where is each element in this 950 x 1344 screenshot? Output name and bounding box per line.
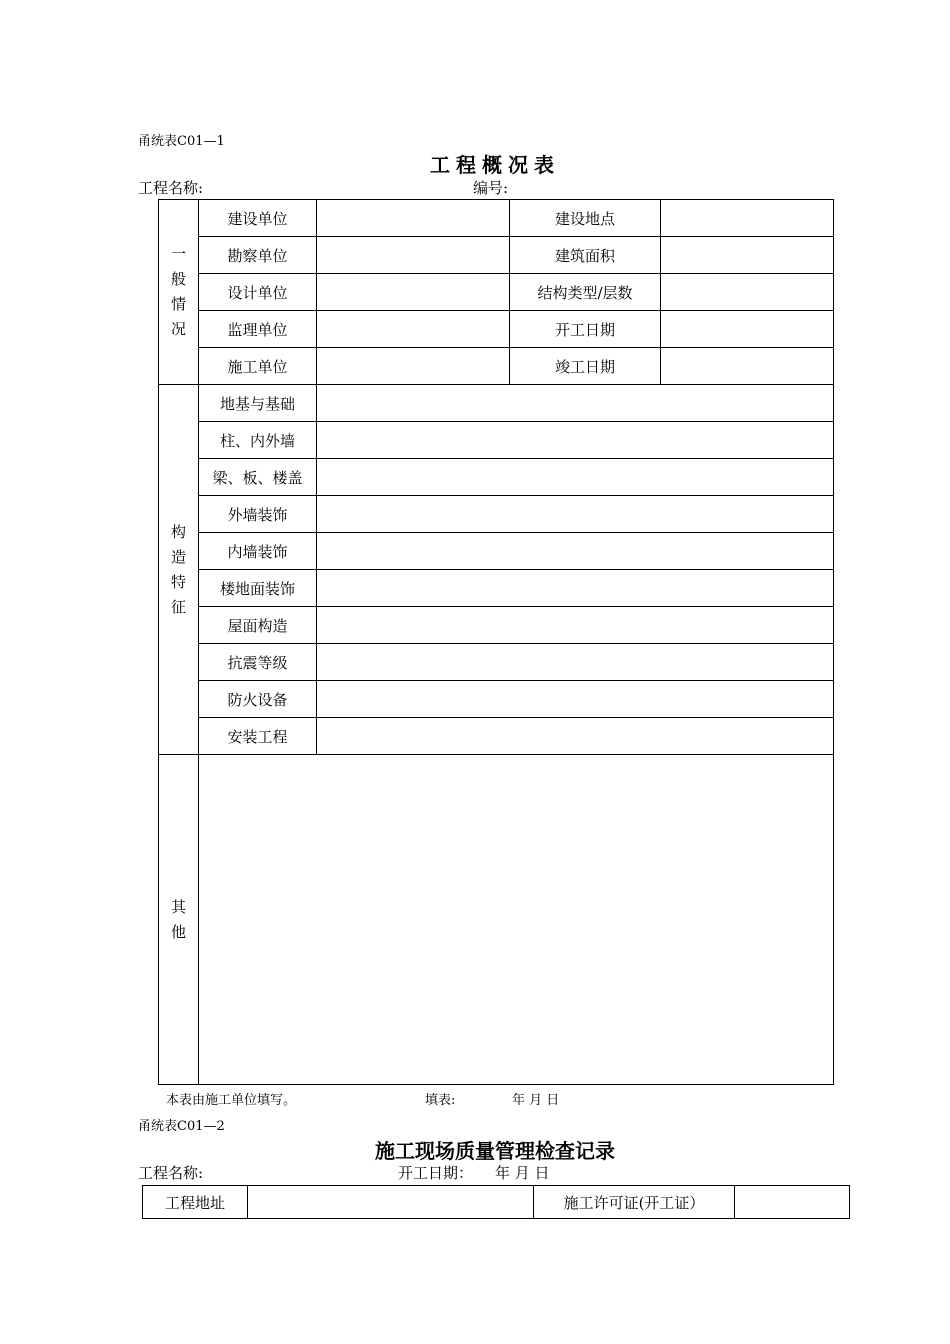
- field-seismic-grade[interactable]: [317, 644, 834, 681]
- section-title: 施工现场质量管理检查记录: [375, 1139, 615, 1163]
- table-row: [159, 681, 834, 718]
- label-building-area: 建筑面积: [510, 237, 661, 274]
- label-roof-structure: 屋面构造: [199, 607, 317, 644]
- table-row: [159, 274, 834, 311]
- label-installation: 安装工程: [199, 718, 317, 755]
- field-construction-permit[interactable]: [735, 1186, 850, 1219]
- label-fire-equipment: 防火设备: [199, 681, 317, 718]
- table-row: [159, 200, 834, 237]
- field-design-unit[interactable]: [317, 274, 510, 311]
- field-contractor-unit[interactable]: [317, 348, 510, 385]
- label-survey-unit: 勘察单位: [199, 237, 317, 274]
- table-row: [159, 311, 834, 348]
- field-floor-finish[interactable]: [317, 570, 834, 607]
- label-completion-date: 竣工日期: [510, 348, 661, 385]
- label-interior-finish: 内墙装饰: [199, 533, 317, 570]
- field-columns-walls[interactable]: [317, 422, 834, 459]
- field-building-area[interactable]: [661, 237, 834, 274]
- project-name-label: 工程名称:: [138, 1164, 204, 1182]
- footer-note: 本表由施工单位填写。: [166, 1093, 297, 1108]
- field-supervision-unit[interactable]: [317, 311, 510, 348]
- project-overview-table: [158, 199, 834, 1085]
- field-construction-unit[interactable]: [317, 200, 510, 237]
- label-start-date: 开工日期: [510, 311, 661, 348]
- label-structure-type: 结构类型/层数: [510, 274, 661, 311]
- field-installation[interactable]: [317, 718, 834, 755]
- field-start-date[interactable]: [661, 311, 834, 348]
- field-interior-finish[interactable]: [317, 533, 834, 570]
- field-completion-date[interactable]: [661, 348, 834, 385]
- label-project-address: 工程地址: [143, 1186, 248, 1219]
- form-code: 甬统表C01—2: [138, 1119, 225, 1134]
- field-fire-equipment[interactable]: [317, 681, 834, 718]
- label-construction-site: 建设地点: [510, 200, 661, 237]
- section-other: 其 他: [159, 755, 199, 1085]
- field-project-address[interactable]: [248, 1186, 534, 1219]
- filler-label: 填表:: [425, 1093, 456, 1108]
- label-design-unit: 设计单位: [199, 274, 317, 311]
- label-seismic-grade: 抗震等级: [199, 644, 317, 681]
- label-exterior-finish: 外墙装饰: [199, 496, 317, 533]
- label-supervision-unit: 监理单位: [199, 311, 317, 348]
- field-exterior-finish[interactable]: [317, 496, 834, 533]
- field-beams-slabs[interactable]: [317, 459, 834, 496]
- label-foundation: 地基与基础: [199, 385, 317, 422]
- section-general: 一 般 情 况: [159, 200, 199, 385]
- field-other[interactable]: [199, 755, 834, 1085]
- table-row: [159, 718, 834, 755]
- table-row: [159, 644, 834, 681]
- table-row: [159, 607, 834, 644]
- table-row: [159, 459, 834, 496]
- section-construction-features: 构 造 特 征: [159, 385, 199, 755]
- table-row: [143, 1186, 850, 1219]
- table-row: [159, 237, 834, 274]
- label-construction-permit: 施工许可证(开工证）: [534, 1186, 735, 1219]
- field-construction-site[interactable]: [661, 200, 834, 237]
- field-roof-structure[interactable]: [317, 607, 834, 644]
- label-construction-unit: 建设单位: [199, 200, 317, 237]
- quality-check-table: [142, 1185, 850, 1219]
- table-row: [159, 570, 834, 607]
- field-structure-type[interactable]: [661, 274, 834, 311]
- field-survey-unit[interactable]: [317, 237, 510, 274]
- page-title: 工程概况表: [430, 153, 560, 177]
- table-row: [159, 422, 834, 459]
- table-row: [159, 496, 834, 533]
- label-floor-finish: 楼地面装饰: [199, 570, 317, 607]
- start-date-value: 年 月 日: [495, 1164, 550, 1182]
- field-foundation[interactable]: [317, 385, 834, 422]
- label-beams-slabs: 梁、板、楼盖: [199, 459, 317, 496]
- start-date-label: 开工日期：: [398, 1164, 474, 1182]
- label-columns-walls: 柱、内外墙: [199, 422, 317, 459]
- footer-date-label: 年 月 日: [512, 1093, 560, 1108]
- form-code: 甬统表C01—1: [138, 134, 225, 149]
- table-row: [159, 533, 834, 570]
- table-row: [159, 385, 834, 422]
- project-name-label: 工程名称:: [138, 179, 204, 197]
- table-row: [159, 348, 834, 385]
- number-label: 编号:: [473, 179, 509, 197]
- table-row: [159, 755, 834, 1085]
- label-contractor-unit: 施工单位: [199, 348, 317, 385]
